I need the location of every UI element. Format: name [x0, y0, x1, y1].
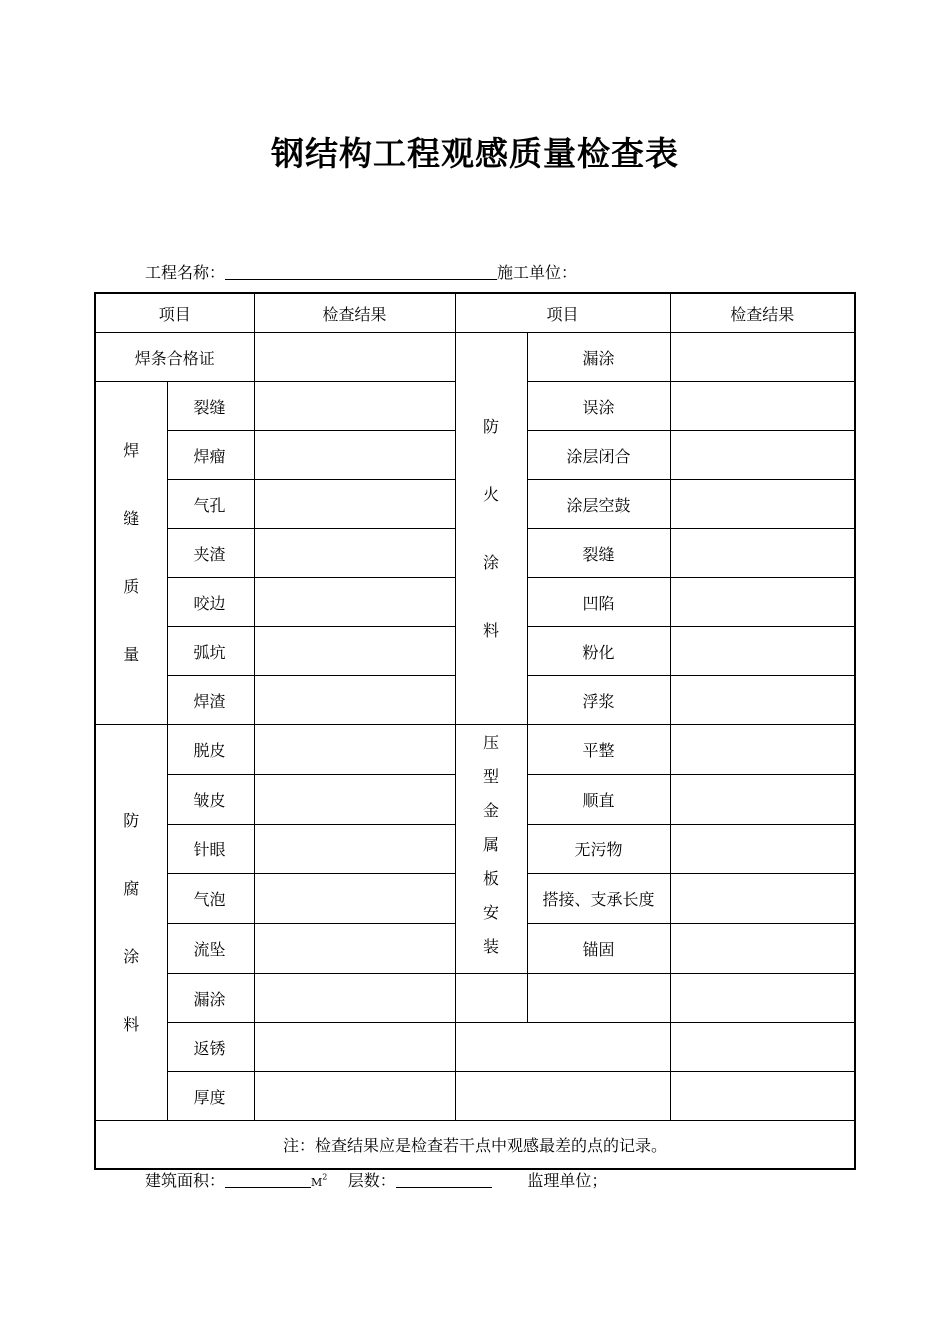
result-cell[interactable]: [254, 974, 455, 1023]
floors-label: 层数：: [347, 1171, 396, 1190]
empty-cell[interactable]: [455, 1023, 670, 1072]
empty-cell[interactable]: [455, 1072, 670, 1121]
table-row: [95, 974, 855, 1023]
result-cell[interactable]: [254, 627, 455, 676]
project-name-label: 工程名称：: [145, 263, 226, 282]
anticorrosion-group-char: 涂: [123, 946, 140, 966]
result-cell[interactable]: [254, 578, 455, 627]
fireproof-group-char: 防: [483, 416, 500, 436]
result-cell[interactable]: [670, 874, 855, 924]
anticorrosion-item: 厚度: [167, 1072, 254, 1121]
area-field[interactable]: [225, 1171, 311, 1188]
result-cell[interactable]: [670, 824, 855, 874]
result-cell[interactable]: [670, 1072, 855, 1121]
fireproof-group-char: 涂: [483, 552, 500, 572]
table-row: [95, 333, 855, 382]
weld-item: 裂缝: [167, 382, 254, 431]
table-row: [95, 725, 855, 775]
result-cell[interactable]: [670, 676, 855, 725]
metal-panel-item: 顺直: [527, 774, 670, 824]
project-name-field[interactable]: [225, 263, 497, 280]
header-item-2: 项目: [455, 293, 670, 333]
table-row: [95, 1023, 855, 1072]
metal-panel-group-char: 装: [483, 937, 500, 956]
anticorrosion-group-char: 料: [123, 1014, 140, 1034]
weld-quality-group-cell: [95, 382, 167, 725]
floors-field[interactable]: [396, 1171, 492, 1188]
metal-panel-item: 平整: [527, 725, 670, 775]
result-cell[interactable]: [254, 382, 455, 431]
fireproof-group-cell: [455, 333, 527, 725]
result-cell[interactable]: [254, 431, 455, 480]
result-cell[interactable]: [254, 333, 455, 382]
inspection-table: [94, 292, 856, 1170]
header-result-2: 检查结果: [670, 293, 855, 333]
fireproof-item: 漏涂: [527, 333, 670, 382]
anticorrosion-group-cell: [95, 725, 167, 1121]
metal-panel-item: 搭接、支承长度: [527, 874, 670, 924]
supervision-label: 监理单位；: [527, 1171, 608, 1190]
result-cell[interactable]: [254, 774, 455, 824]
anticorrosion-item: 气泡: [167, 874, 254, 924]
fireproof-item: 误涂: [527, 382, 670, 431]
anticorrosion-item: 皱皮: [167, 774, 254, 824]
result-cell[interactable]: [670, 480, 855, 529]
metal-panel-group-cell: [455, 725, 527, 974]
result-cell[interactable]: [254, 529, 455, 578]
anticorrosion-group-char: 腐: [123, 878, 140, 898]
result-cell[interactable]: [254, 1072, 455, 1121]
page-title: 钢结构工程观感质量检查表: [271, 134, 679, 173]
anticorrosion-item: 返锈: [167, 1023, 254, 1072]
header-result: 检查结果: [254, 293, 455, 333]
result-cell[interactable]: [670, 578, 855, 627]
result-cell[interactable]: [670, 529, 855, 578]
metal-panel-group-char: 金: [483, 801, 500, 820]
fireproof-item: 涂层空鼓: [527, 480, 670, 529]
construction-unit-label: 施工单位：: [497, 263, 578, 282]
weld-group-char: 量: [123, 645, 140, 664]
anticorrosion-item: 针眼: [167, 824, 254, 874]
result-cell[interactable]: [254, 480, 455, 529]
anticorrosion-group-char: 防: [123, 810, 140, 830]
footer-info-line: [145, 1168, 607, 1191]
weld-group-char: 质: [123, 577, 140, 596]
result-cell[interactable]: [254, 824, 455, 874]
empty-cell[interactable]: [455, 974, 527, 1023]
result-cell[interactable]: [670, 431, 855, 480]
metal-panel-group-char: 属: [483, 835, 500, 854]
fireproof-item: 粉化: [527, 627, 670, 676]
note-row: [95, 1121, 855, 1170]
weld-group-char: 焊: [123, 441, 140, 460]
weld-item: 咬边: [167, 578, 254, 627]
metal-panel-item: 无污物: [527, 824, 670, 874]
metal-panel-group-char: 压: [483, 733, 500, 752]
fireproof-group-char: 火: [483, 484, 500, 504]
metal-panel-group-char: 板: [483, 869, 500, 888]
note-text: 注：检查结果应是检查若干点中观感最差的点的记录。: [95, 1121, 855, 1170]
result-cell[interactable]: [670, 333, 855, 382]
result-cell[interactable]: [254, 1023, 455, 1072]
empty-cell[interactable]: [527, 974, 670, 1023]
metal-panel-group-char: 安: [483, 903, 500, 922]
fireproof-item: 凹陷: [527, 578, 670, 627]
result-cell[interactable]: [254, 874, 455, 924]
weld-group-char: 缝: [123, 509, 140, 528]
result-cell[interactable]: [670, 974, 855, 1023]
table-row: [95, 1072, 855, 1121]
fireproof-item: 裂缝: [527, 529, 670, 578]
weld-item: 弧坑: [167, 627, 254, 676]
result-cell[interactable]: [670, 1023, 855, 1072]
weld-item: 焊渣: [167, 676, 254, 725]
fireproof-item: 涂层闭合: [527, 431, 670, 480]
anticorrosion-item: 脱皮: [167, 725, 254, 775]
result-cell[interactable]: [254, 676, 455, 725]
result-cell[interactable]: [254, 924, 455, 974]
result-cell[interactable]: [670, 627, 855, 676]
result-cell[interactable]: [670, 924, 855, 974]
area-unit: M: [311, 1176, 323, 1189]
anticorrosion-item: 漏涂: [167, 974, 254, 1023]
area-label: 建筑面积：: [145, 1171, 226, 1190]
project-info-line: [145, 260, 577, 283]
area-unit-sup: 2: [322, 1172, 328, 1182]
metal-panel-item: 锚固: [527, 924, 670, 974]
fireproof-item: 浮浆: [527, 676, 670, 725]
result-cell[interactable]: [254, 725, 455, 775]
anticorrosion-item: 流坠: [167, 924, 254, 974]
weld-item: 夹渣: [167, 529, 254, 578]
result-cell[interactable]: [670, 382, 855, 431]
table-header-row: [95, 293, 855, 333]
metal-panel-group-char: 型: [483, 767, 500, 786]
result-cell[interactable]: [670, 725, 855, 775]
weld-cert-label: 焊条合格证: [95, 333, 254, 382]
result-cell[interactable]: [670, 774, 855, 824]
weld-item: 气孔: [167, 480, 254, 529]
weld-item: 焊瘤: [167, 431, 254, 480]
header-item: 项目: [95, 293, 254, 333]
fireproof-group-char: 料: [483, 620, 500, 640]
